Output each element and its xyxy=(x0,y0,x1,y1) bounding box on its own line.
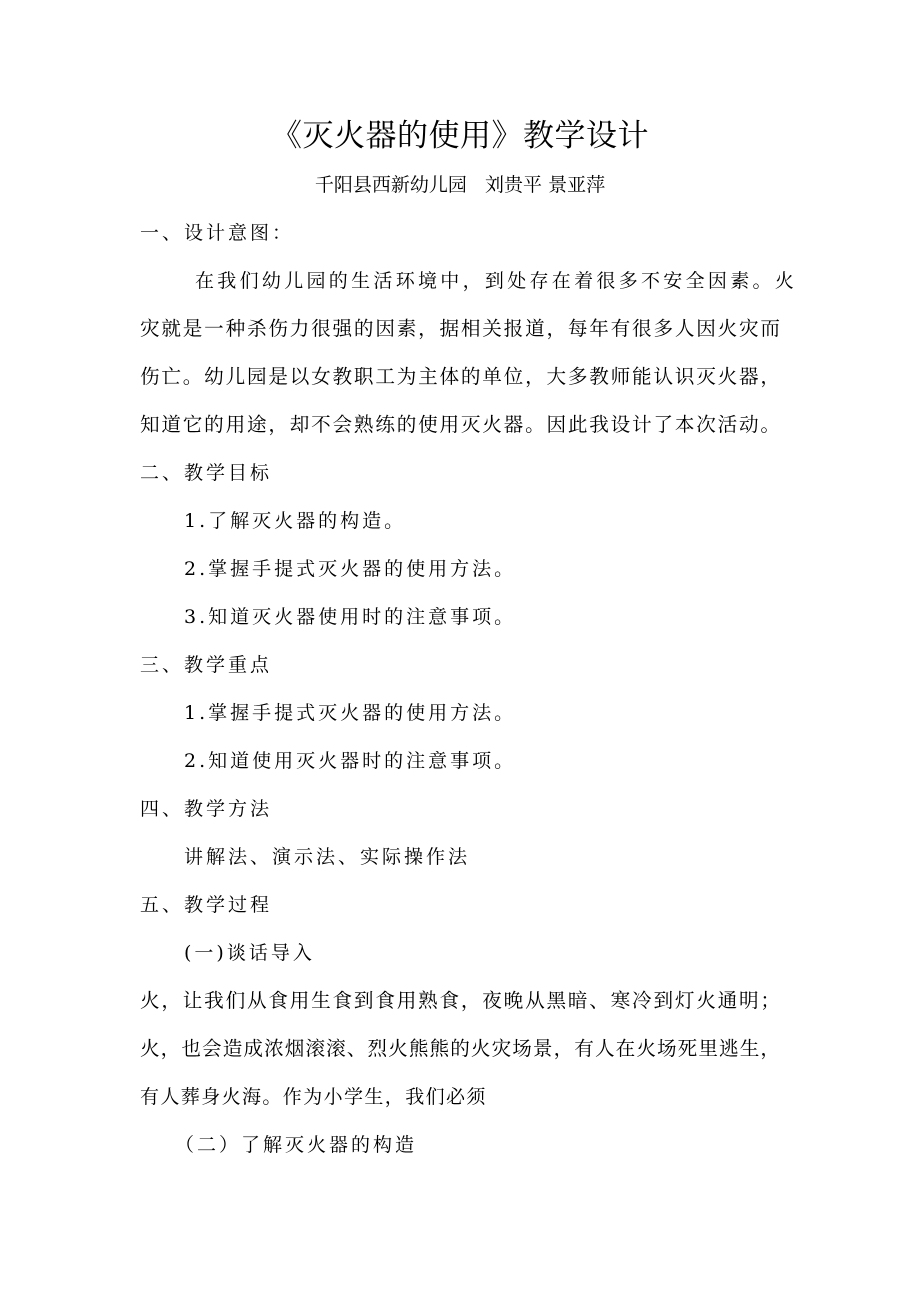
section-5-paragraph-line: 火，让我们从食用生食到食用熟食，夜晚从黑暗、寒冷到灯火通明； xyxy=(140,989,780,1012)
section-3-heading: 三、教学重点 xyxy=(140,654,273,676)
section-1-heading: 一、设计意图： xyxy=(140,222,295,244)
section-2-list-item: 2.掌握手提式灭火器的使用方法。 xyxy=(184,558,517,580)
section-1-paragraph-line: 在我们幼儿园的生活环境中，到处存在着很多不安全因素。火 xyxy=(195,270,798,292)
section-5-subheading: (一)谈话导入 xyxy=(184,942,315,964)
section-4-heading: 四、教学方法 xyxy=(140,798,273,820)
section-5-paragraph-line: 有人葬身火海。作为小学生，我们必须 xyxy=(140,1086,487,1108)
section-2-list-item: 1.了解灭火器的构造。 xyxy=(184,510,407,532)
section-5-paragraph-line: 火，也会造成浓烟滚滚、烈火熊熊的火灾场景，有人在火场死里逃生， xyxy=(140,1037,780,1060)
document-title: 《灭火器的使用》教学设计 xyxy=(271,118,649,154)
section-5-subheading: （二）了解灭火器的构造 xyxy=(175,1134,418,1156)
document-subtitle: 千阳县西新幼儿园 刘贵平 景亚萍 xyxy=(314,174,606,196)
section-4-text: 讲解法、演示法、实际操作法 xyxy=(184,846,471,868)
section-1-paragraph-line: 灾就是一种杀伤力很强的因素，据相关报道，每年有很多人因火灾而 xyxy=(140,317,780,340)
section-1-paragraph-line: 伤亡。幼儿园是以女教职工为主体的单位，大多教师能认识灭火器， xyxy=(140,365,780,388)
section-2-list-item: 3.知道灭火器使用时的注意事项。 xyxy=(184,606,517,628)
section-3-list-item: 1.掌握手提式灭火器的使用方法。 xyxy=(184,702,517,724)
section-5-heading: 五、教学过程 xyxy=(140,894,273,916)
section-1-paragraph-line: 知道它的用途，却不会熟练的使用灭火器。因此我设计了本次活动。 xyxy=(140,413,780,436)
section-3-list-item: 2.知道使用灭火器时的注意事项。 xyxy=(184,750,517,772)
section-2-heading: 二、教学目标 xyxy=(140,462,273,484)
